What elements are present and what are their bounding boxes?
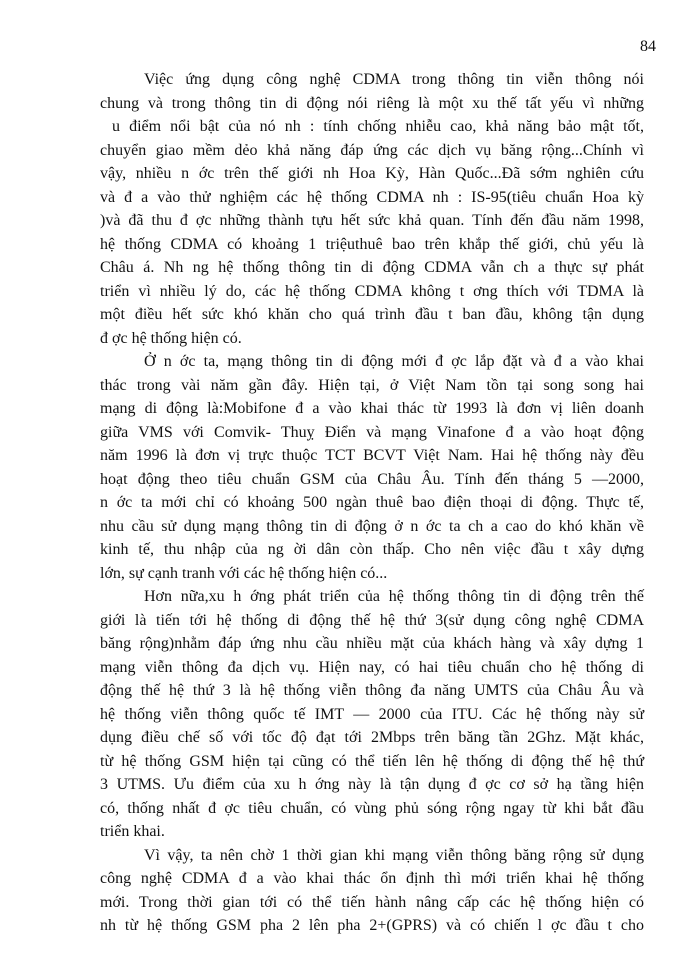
text-line: công nghệ CDMA đ a vào khai thác ổn định thì mới triển khai hệ thống — [100, 870, 644, 887]
paragraph-2 — [100, 350, 644, 585]
text-line: chung và trong thông tin di động nói riêng là một xu thế tất yếu vì những — [100, 94, 644, 112]
text-line: u điểm nổi bật của nó nh : tính chống nhiễu cao, khả năng bảo mật tốt, — [112, 118, 644, 135]
text-line: kinh tế, thu nhập của ng ời dân còn thấp. Cho nên việc đầu t xây dựng — [100, 541, 644, 558]
text-line: hệ thống CDMA có khoảng 1 triệuthuê bao trên khắp thế giới, chủ yếu là — [100, 235, 644, 253]
text-line: Ở n ớc ta, mạng thông tin di động mới đ ợc lắp đặt và đ a vào khai — [144, 353, 644, 370]
text-line: có, thống nhất đ ợc tiêu chuẩn, có vùng phủ sóng rộng ngay từ khi bắt đầu — [100, 799, 644, 817]
text-line: mới. Trong thời gian tới có thể tiến hành nâng cấp các hệ thống hiện có — [100, 893, 644, 911]
text-line: lớn, sự cạnh tranh với các hệ thống hiện có... — [100, 564, 388, 582]
text-line: )và đã thu đ ợc những thành tựu hết sức khả quan. Tính đến đầu năm 1998, — [100, 212, 644, 229]
text-line: hệ thống viễn thông quốc tế IMT — 2000 của ITU. Các hệ thống này sử — [100, 705, 644, 723]
text-line: n ớc ta mới chỉ có khoảng 500 ngàn thuê bao điện thoại di động. Thực tế, — [100, 494, 644, 511]
text-line: vậy, nhiều n ớc trên thế giới nh Hoa Kỳ, Hàn Quốc...Đã sớm nghiên cứu — [100, 165, 644, 182]
text-line: 3 UTMS. Ưu điểm của xu h ớng này là tận dụng đ ợc cơ sở hạ tầng hiện — [100, 776, 644, 793]
text-line: triển khai. — [100, 823, 165, 840]
text-line: triển vì nhiều lý do, các hệ thống CDMA không t ơng thích với TDMA là — [100, 282, 644, 300]
page-number: 84 — [640, 38, 656, 55]
text-line: mạng di động là:Mobifone đ a vào khai thác từ 1993 là đơn vị liên doanh — [100, 400, 644, 417]
text-line: băng rộng)nhằm đáp ứng nhu cầu nhiều mặt của khách hàng và xây dựng 1 — [100, 635, 644, 652]
paragraph-4 — [100, 844, 644, 938]
text-line: nhu cầu sử dụng mạng thông tin di động ở n ớc ta ch a cao do khó khăn về — [100, 517, 644, 535]
text-line: hoạt động theo tiêu chuẩn GSM của Châu Âu. Tính đến tháng 5 —2000, — [100, 470, 644, 488]
text-line: chuyển giao mềm dẻo khả năng đáp ứng các dịch vụ băng rộng...Chính vì — [100, 141, 644, 159]
text-line: động thế hệ thứ 3 là hệ thống viễn thông đa năng UMTS của Châu Âu và — [100, 682, 644, 699]
text-line: nh từ hệ thống GSM pha 2 lên pha 2+(GPRS) và có chiến l ợc đầu t cho — [100, 917, 644, 934]
paragraph-3 — [100, 585, 644, 844]
text-line: một điều hết sức khó khăn cho quá trình đầu t ban đầu, không tận dụng — [100, 306, 644, 323]
text-line: và đ a vào thử nghiệm các hệ thống CDMA nh : IS-95(tiêu chuẩn Hoa kỳ — [100, 188, 644, 206]
paragraph-1 — [100, 68, 644, 350]
text-line: giữa VMS với Comvik- Thuỵ Điển và mạng Vinafone đ a vào hoạt động — [100, 423, 644, 441]
text-line: Vì vậy, ta nên chờ 1 thời gian khi mạng viễn thông băng rộng sử dụng — [144, 846, 644, 864]
text-line: Việc ứng dụng công nghệ CDMA trong thông tin viễn thông nói — [144, 71, 644, 88]
text-line: mạng viễn thông đa dịch vụ. Hiện nay, có hai tiêu chuẩn cho hệ thống di — [100, 658, 644, 676]
text-line: Hơn nữa,xu h ớng phát triển của hệ thống thông tin di động trên thế — [144, 588, 644, 605]
text-line: dụng điều chế số với tốc độ đạt tới 2Mbps trên băng tần 2Ghz. Mặt khác, — [100, 729, 644, 746]
text-line: đ ợc hệ thống hiện có. — [100, 329, 242, 347]
text-line: năm 1996 là đơn vị trực thuộc TCT BCVT Việt Nam. Hai hệ thống này đều — [100, 447, 644, 464]
text-line: thác trong vài năm gần đây. Hiện tại, ở Việt Nam tồn tại song song hai — [100, 376, 644, 394]
text-line: từ hệ thống GSM hiện tại cũng có thể tiến lên hệ thống di động thế hệ thứ — [100, 752, 644, 770]
text-line: giới là tiến tới hệ thống di động thế hệ thứ 3(sử dụng công nghệ CDMA — [100, 611, 644, 629]
body-text — [100, 68, 644, 938]
text-line: Châu á. Nh ng hệ thống thông tin di động CDMA vẫn ch a thực sự phát — [100, 259, 644, 276]
